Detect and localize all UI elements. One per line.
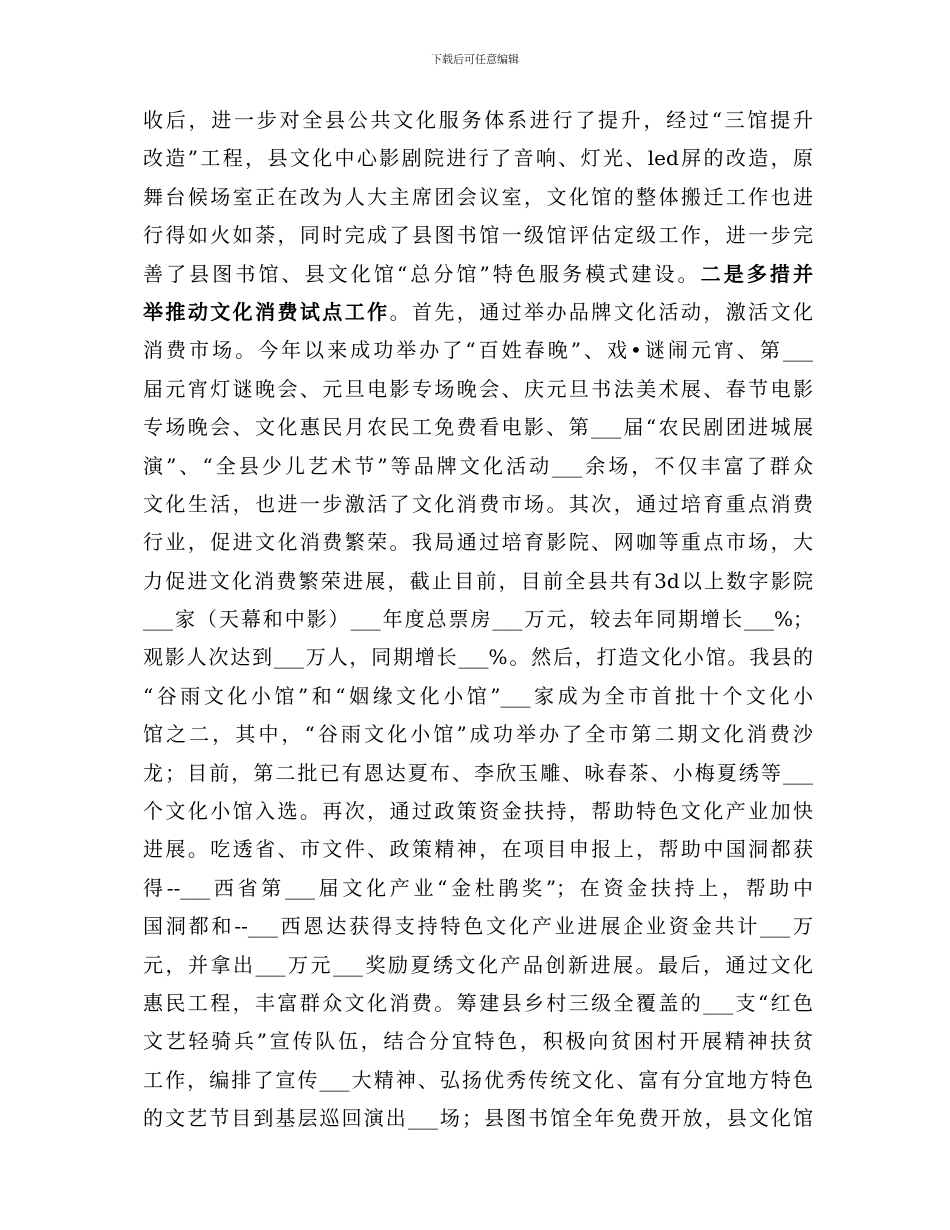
text-line: 工作，编排了宣传___大精神、弘扬优秀传统文化、富有分宜地方特色 [143,1067,813,1092]
text-line: 消费市场。今年以来成功举办了“百姓春晚”、戏•谜闹元宵、第___ [143,338,813,363]
bold-heading-segment: 二是多措并 [700,261,814,286]
text-line: 元，并拿出___万元___奖励夏绣文化产品创新进展。最后，通过文化 [143,952,813,977]
text-line: 得--___西省第___届文化产业“金杜鹃奖”；在资金扶持上，帮助中 [143,875,813,900]
bold-heading-segment: 举推动文化消费试点工作 [143,299,390,324]
text-line: 力促进文化消费繁荣进展，截止目前，目前全县共有3d以上数字影院 [143,568,813,593]
text-line: 改造”工程，县文化中心影剧院进行了音响、灯光、led屏的改造，原 [143,146,813,171]
text-line [143,255,813,293]
text-line: 收后，进一步对全县公共文化服务体系进行了提升，经过“三馆提升 [143,108,813,132]
text-line: 行得如火如荼，同时完成了县图书馆一级馆评估定级工作，进一步完 [143,223,813,248]
text-line: 演”、“全县少儿艺术节”等品牌文化活动___余场，不仅丰富了群众 [143,453,813,478]
text-segment: 。首先，通过举办品牌文化活动，激活文化 [389,299,814,324]
text-line: 届元宵灯谜晚会、元旦电影专场晚会、庆元旦书法美术展、春节电影 [143,376,813,401]
text-segment: 善了县图书馆、县文化馆“总分馆”特色服务模式建设。 [143,261,701,286]
text-line: 国洞都和--___西恩达获得支持特色文化产业进展企业资金共计___万 [143,914,813,939]
text-line [143,293,813,331]
text-line: 观影人次达到___万人，同期增长___%。然后，打造文化小馆。我县的 [143,645,813,670]
text-line: 文化生活，也进一步激活了文化消费市场。其次，通过培育重点消费 [143,491,813,516]
text-line: 的文艺节目到基层巡回演出___场；县图书馆全年免费开放，县文化馆 [143,1106,813,1131]
text-line: 个文化小馆入选。再次，通过政策资金扶持，帮助特色文化产业加快 [143,799,813,824]
text-line: 文艺轻骑兵”宣传队伍，结合分宜特色，积极向贫困村开展精神扶贫 [143,1029,813,1054]
text-line: 馆之二，其中，“谷雨文化小馆”成功举办了全市第二期文化消费沙 [143,722,813,747]
text-line: 专场晚会、文化惠民月农民工免费看电影、第___届“农民剧团进城展 [143,415,813,440]
page-header: 下载后可任意编辑 [431,53,519,66]
text-line: 行业，促进文化消费繁荣。我局通过培育影院、网咖等重点市场，大 [143,530,813,555]
text-line: “谷雨文化小馆”和“姻缘文化小馆”___家成为全市首批十个文化小 [143,683,813,708]
text-line: 舞台候场室正在改为人大主席团会议室，文化馆的整体搬迁工作也进 [143,184,813,209]
document-body [143,101,813,1138]
text-line: 龙；目前，第二批已有恩达夏布、李欣玉雕、咏春茶、小梅夏绣等___ [143,760,813,785]
text-line: 进展。吃透省、市文件、政策精神，在项目申报上，帮助中国洞都获 [143,837,813,862]
text-line: ___家（天幕和中影）___年度总票房___万元，较去年同期增长___%； [143,607,813,632]
text-line: 惠民工程，丰富群众文化消费。筹建县乡村三级全覆盖的___支“红色 [143,990,813,1015]
